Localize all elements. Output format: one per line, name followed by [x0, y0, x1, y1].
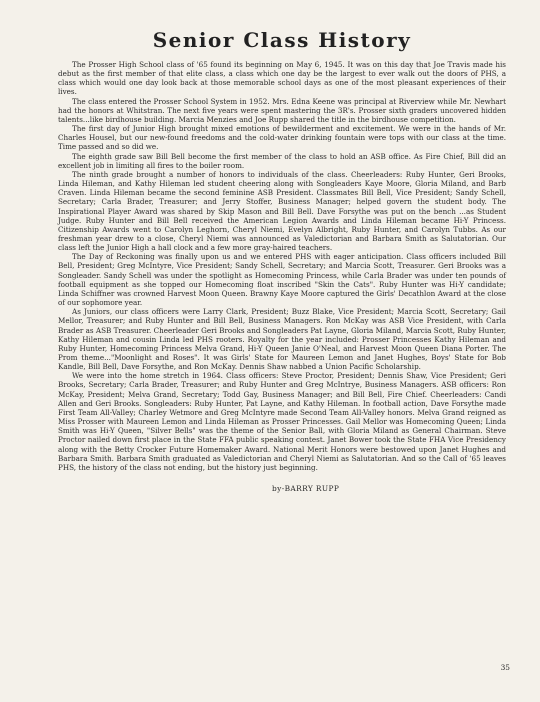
paragraph: The Prosser High School class of '65 found its beginning on May 6, 1945. It was on this day that Joe Travis made his debut as the first member of that elite class, a class which one day be the largest to ever walk out the doors of PHS, a class which would one day look back at those memorable school days as one of the most pleasant experiences of their lives. — [58, 60, 506, 97]
paragraph: The ninth grade brought a number of honors to individuals of the class. Cheerleaders: Ruby Hunter, Geri Brooks, Linda Hileman, and Kathy Hileman led student cheering along with Songleaders Kaye Moore, Gloria Miland, and Barb Craven. Linda Hileman became the second feminine ASB President. Classmates Bill Bell, Vice President; Sandy Schell, Secretary; Carla Brader, Treasurer; and Jerry Stoffer, Business Manager; helped govern the student body. The Inspirational Player Award was shared by Skip Mason and Bill Bell. Dave Forsythe was put on the bench ...as Student Judge. Ruby Hunter and Bill Bell received the American Legion Awards and Linda Hileman became Hi-Y Princess. Citizenship Awards went to Carolyn Leghorn, Cheryl Niemi, Evelyn Albright, Ruby Hunter, and Carolyn Tubbs. As our freshman year drew to a close, Cheryl Niemi was announced as Valedictorian and Barbara Smith as Salutatorian. Our class left the Junior High a hall clock and a few more gray-haired teachers. — [58, 169, 506, 253]
author-byline: by-BARRY RUPP — [272, 484, 340, 494]
paragraph: We were into the home stretch in 1964. Class officers: Steve Proctor, President; Dennis Shaw, Vice President; Geri Brooks, Secretary; Carla Brader, Treasurer; and Ruby Hunter and Greg McIntrye, Business Managers. ASB officers: Ron McKay, President; Melva Grand, Secretary; Todd Gay, Business Manager; and Bill Bell, Fire Chief. Cheerleaders: Candi Allen and Geri Brooks. Songleaders: Ruby Hunter, Pat Layne, and Kathy Hileman. In football action, Dave Forsythe made First Team All-Valley; Charley Wetmore and Greg McIntyre made Second Team All-Valley honors. Melva Grand reigned as Miss Prosser with Maureen Lemon and Linda Hileman as Prosser Princesses. Gail Mellor was Homecoming Queen; Linda Smith was Hi-Y Queen, "Silver Bells" was the theme of the Senior Ball, with Gloria Miland as General Chairman. Steve Proctor nailed down first place in the State FFA public speaking contest. Janet Bower took the State FHA Vice Presidency along with the Betty Crocker Future Homemaker Award. National Merit Honors were bestowed upon Janet Hughes and Barbara Smith. Barbara Smith graduated as Valedictorian and Cheryl Niemi as Salutatorian. And so the Call of '65 leaves PHS, the history of the class not ending, but the history just beginning. — [58, 371, 506, 472]
paragraph: As Juniors, our class officers were Larry Clark, President; Buzz Blake, Vice President; Marcia Scott, Secretary; Gail Mellor, Treasurer; and Ruby Hunter and Bill Bell, Business Managers. Ron McKay was ASB Vice President, with Carla Brader as ASB Treasurer. Cheerleader Geri Brooks and Songleaders Pat Layne, Gloria Miland, Marcia Scott, Ruby Hunter, Kathy Hileman and cousin Linda led PHS rooters. Royalty for the year included: Prosser Princesses Kathy Hileman and Ruby Hunter, Homecoming Princess Melva Grand, Hi-Y Queen Janie O'Neal, and Harvest Moon Queen Diana Porter. The Prom theme..."Moonlight and Roses". It was Girls' State for Maureen Lemon and Janet Hughes, Boys' State for Bob Kandle, Bill Bell, Dave Forsythe, and Ron McKay. Dennis Shaw nabbed a Union Pacific Scholarship. — [58, 307, 506, 372]
paragraph: The class entered the Prosser School System in 1952. Mrs. Edna Keene was principal at Riverview while Mr. Newhart had the honors at Whitstran. The next five years were spent mastering the 3R's. Prosser sixth graders uncovered hidden talents...like birdhouse building. Marcia Menzies and Joe Rupp shared the title in the birdhouse competition. — [58, 96, 506, 124]
paragraph: The first day of Junior High brought mixed emotions of bewilderment and excitement. We were in the hands of Mr. Charles Housel, but our new-found freedoms and the cold-water drinking fountain were tops with our class at the time. Time passed and so did we. — [58, 124, 506, 152]
page-number: 35 — [500, 663, 510, 672]
paragraph: The eighth grade saw Bill Bell become the first member of the class to hold an ASB office. As Fire Chief, Bill did an excellent job in limiting all fires to the boiler room. — [58, 151, 506, 170]
page-title: Senior Class History — [152, 28, 412, 52]
article-body — [58, 60, 506, 472]
paragraph: The Day of Reckoning was finally upon us and we entered PHS with eager anticipation. Class officers included Bill Bell, President; Greg McIntyre, Vice President; Sandy Schell, Secretary; and Marcia Scott, Treasurer. Geri Brooks was a Songleader. Sandy Schell was under the spotlight as Homecoming Princess, while Carla Brader was under ten pounds of football equipment as she topped our Homecoming float inscribed "Skin the Cats". Ruby Hunter was Hi-Y candidate; Linda Schiffner was crowned Harvest Moon Queen. Brawny Kaye Moore captured the Girls' Decathlon Award at the close of our sophomore year. — [58, 252, 506, 308]
